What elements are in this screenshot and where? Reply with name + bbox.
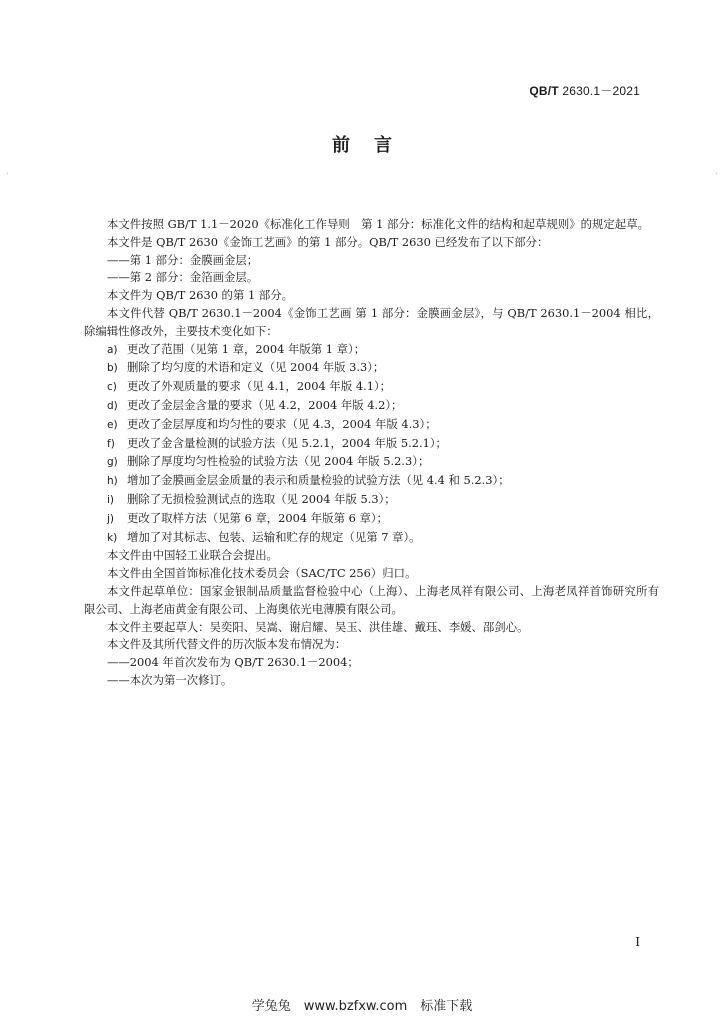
change-text: 更改了金层厚度和均匀性的要求（见 4.3，2004 年版 4.3）； xyxy=(127,416,437,431)
paragraph-part-statement: 本文件为 QB/T 2630 的第 1 部分。 xyxy=(107,288,293,303)
change-label: b) xyxy=(107,362,118,375)
paragraph-proposer: 本文件由中国轻工业联合会提出。 xyxy=(107,548,278,563)
change-label: c) xyxy=(107,381,117,394)
change-text: 删除了无损检验测试点的选取（见 2004 年版 5.3）； xyxy=(127,491,396,506)
change-label: e) xyxy=(107,418,118,431)
change-text: 删除了均匀度的术语和定义（见 2004 年版 3.3）； xyxy=(127,360,385,375)
change-item xyxy=(84,529,659,548)
margin-mark-right: · xyxy=(714,169,718,180)
document-code xyxy=(529,82,640,99)
change-item xyxy=(84,472,659,491)
change-label: a) xyxy=(107,343,118,356)
change-label: j) xyxy=(107,512,115,525)
margin-mark-left: · xyxy=(6,169,10,180)
change-item xyxy=(84,416,659,435)
change-item xyxy=(84,359,659,378)
change-text: 更改了外观质量的要求（见 4.1，2004 年版 4.1）； xyxy=(127,379,392,394)
document-body xyxy=(84,216,659,690)
change-text: 删除了厚度均匀性检验的试验方法（见 2004 年版 5.2.3）； xyxy=(127,454,430,469)
change-text: 更改了金层金含量的要求（见 4.2，2004 年版 4.2）； xyxy=(127,397,403,412)
paragraph-drafters: 本文件主要起草人：吴奕阳、吴嵩、谢启耀、吴玉、洪佳雄、戴珏、李媛、邵剑心。 xyxy=(107,619,529,634)
change-label: d) xyxy=(107,399,118,412)
footer-watermark: 学兔兔 www.bzfxw.com 标准下载 xyxy=(251,999,473,1014)
changes-list xyxy=(84,341,659,548)
change-label: h) xyxy=(107,475,118,488)
paragraph-drafting-basis: 本文件按照 GB/T 1.1－2020《标准化工作导则 第 1 部分：标准化文件的结构和起草规则》的规定起草。 xyxy=(107,217,649,231)
change-text: 更改了取样方法（见第 6 章，2004 年版第 6 章）； xyxy=(127,510,388,525)
paragraph-replaces: 本文件代替 QB/T 2630.1－2004《金饰工艺画 第 1 部分：金膜画金层》，与 QB/T 2630.1－2004 相比，除编辑性修改外，主要技术变化如下： xyxy=(84,305,659,338)
change-label: f) xyxy=(107,437,115,450)
change-item xyxy=(84,435,659,454)
paragraph-part-intro: 本文件是 QB/T 2630《金饰工艺画》的第 1 部分。QB/T 2630 已经发布了以下部分： xyxy=(107,234,549,249)
change-text: 更改了范围（见第 1 章，2004 年版第 1 章）； xyxy=(127,341,366,356)
page-title: 前言 xyxy=(332,135,416,156)
change-text: 增加了金膜画金层金质量的表示和质量检验的试验方法（见 4.4 和 5.2.3）； xyxy=(127,473,510,488)
change-item xyxy=(84,397,659,416)
change-item xyxy=(84,453,659,472)
document-code-prefix: QB/T xyxy=(529,84,559,98)
change-text: 增加了对其标志、包装、运输和贮存的规定（见第 7 章）。 xyxy=(127,529,421,544)
change-label: g) xyxy=(107,456,118,469)
part-list-item: ——第 2 部分：金箔画金层。 xyxy=(107,270,259,285)
document-code-number: 2630.1－2021 xyxy=(562,84,640,98)
change-item xyxy=(84,341,659,360)
change-label: i) xyxy=(107,493,115,506)
change-item xyxy=(84,378,659,397)
history-item: ——本次为第一次修订。 xyxy=(107,672,233,687)
part-list-item: ——第 1 部分：金膜画金层； xyxy=(107,252,259,267)
paragraph-history-intro: 本文件及其所代替文件的历次版本发布情况为： xyxy=(107,637,347,652)
paragraph-committee: 本文件由全国首饰标准化技术委员会（SAC/TC 256）归口。 xyxy=(107,566,417,581)
page-number: I xyxy=(635,935,640,949)
change-label: k) xyxy=(107,531,118,544)
change-item xyxy=(84,491,659,510)
change-item xyxy=(84,510,659,529)
paragraph-drafting-units: 本文件起草单位：国家金银制品质量监督检验中心（上海）、上海老凤祥有限公司、上海老凤祥首饰研究所有限公司、上海老庙黄金有限公司、上海奥依光电薄膜有限公司。 xyxy=(84,583,659,616)
history-item: ——2004 年首次发布为 QB/T 2630.1－2004； xyxy=(107,655,359,670)
change-text: 更改了金含量检测的试验方法（见 5.2.1，2004 年版 5.2.1）； xyxy=(127,435,447,450)
